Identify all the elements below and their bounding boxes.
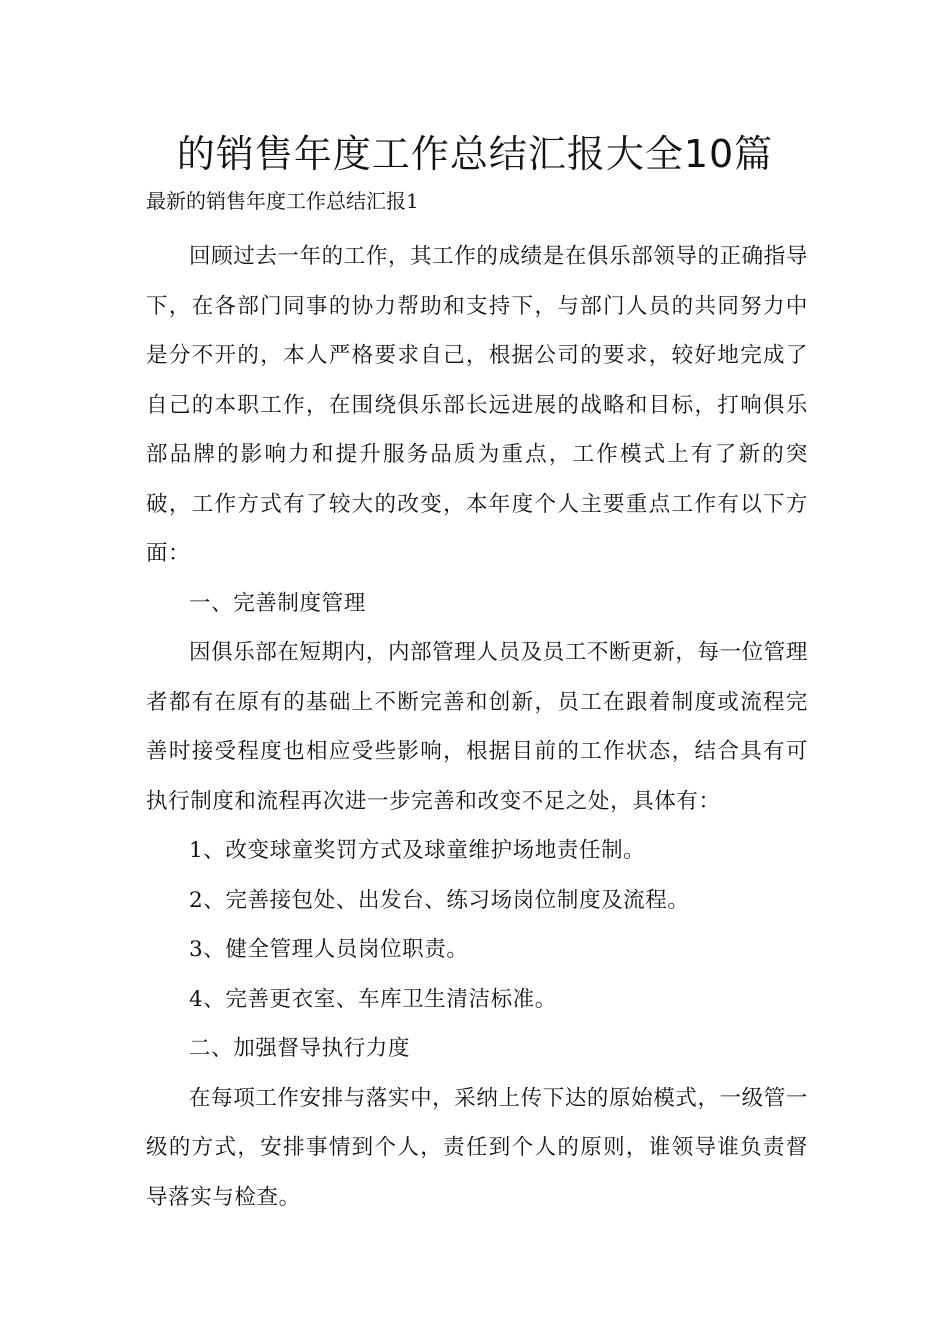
document-body [146,232,808,1222]
section-heading-system-management: 一、完善制度管理 [189,590,366,616]
list-item-4: 4、完善更衣室、车库卫生清洁标准。 [189,986,557,1012]
document-title: 的销售年度工作总结汇报大全10篇 [176,132,774,176]
paragraph-intro: 回顾过去一年的工作，其工作的成绩是在俱乐部领导的正确指导下，在各部门同事的协力帮助和支持下，与部门人员的共同努力中是分不开的，本人严格要求自己，根据公司的要求，较好地完成了自己的本职工作，在围绕俱乐部长远进展的战略和目标，打响俱乐部品牌的影响力和提升服务品质为重点，工作模式上有了新的突破，工作方式有了较大的改变，本年度个人主要重点工作有以下方面： [146,244,808,566]
section-heading-supervision: 二、加强督导执行力度 [189,1036,411,1061]
paragraph-supervision: 在每项工作安排与落实中，采纳上传下达的原始模式，一级管一级的方式，安排事情到个人，责任到个人的原则，谁领导谁负责督导落实与检查。 [146,1085,808,1210]
list-item-1: 1、改变球童奖罚方式及球童维护场地责任制。 [189,838,646,863]
list-item-2: 2、完善接包处、出发台、练习场岗位制度及流程。 [189,887,690,913]
document-subtitle: 最新的销售年度工作总结汇报1 [146,189,419,213]
list-item-3: 3、健全管理人员岗位职责。 [189,937,469,962]
paragraph-system-management: 因俱乐部在短期内，内部管理人员及员工不断更新，每一位管理者都有在原有的基础上不断完善和创新，员工在跟着制度或流程完善时接受程度也相应受些影响，根据目前的工作状态，结合具有可执行制度和流程再次进一步完善和改变不足之处，具体有： [146,640,808,814]
